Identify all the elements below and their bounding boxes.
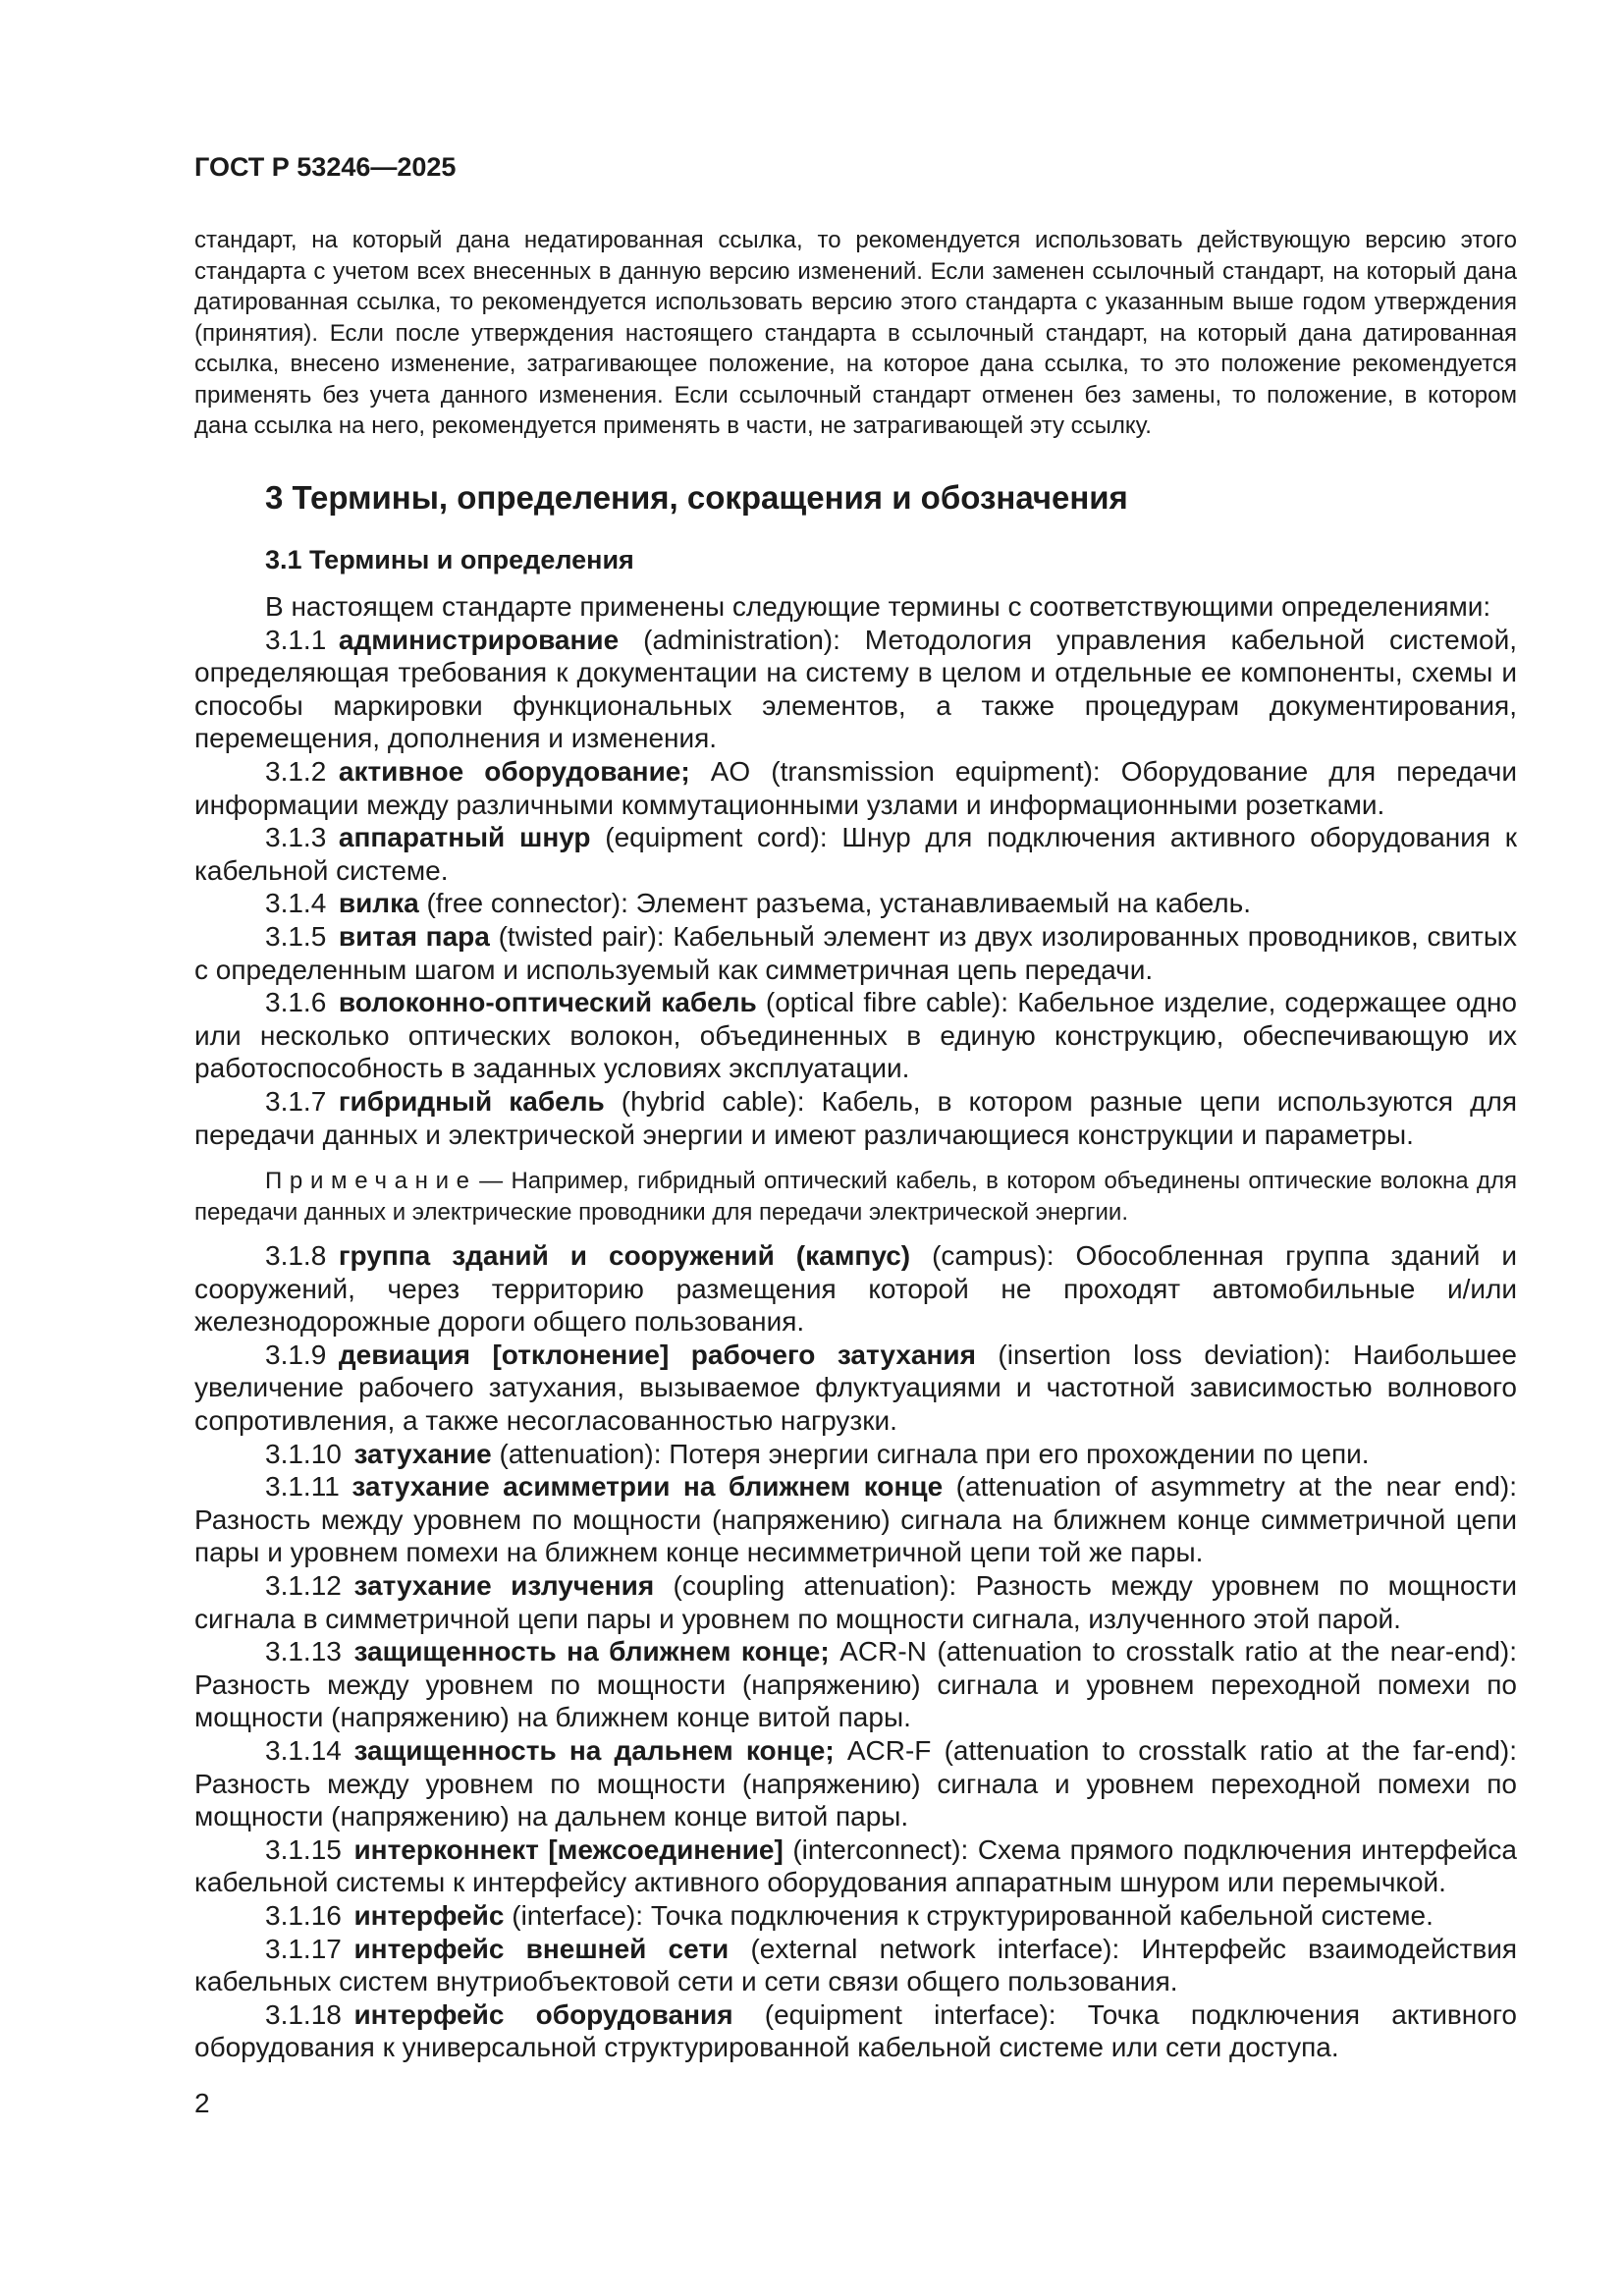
term-name: интерфейс внешней сети [353, 1933, 730, 1964]
term-number: 3.1.5 [265, 920, 327, 952]
term-number: 3.1.7 [265, 1085, 327, 1117]
term-number: 3.1.16 [265, 1899, 342, 1931]
term-3-1-13 [194, 1635, 1517, 1734]
term-3-1-6 [194, 986, 1517, 1085]
term-definition: (attenuation): Потеря энергии сигнала при его прохождении по цепи. [491, 1438, 1370, 1469]
term-3-1-16 [194, 1899, 1517, 1933]
note-paragraph [194, 1166, 1517, 1228]
term-name: защищенность на ближнем конце; [353, 1636, 830, 1667]
term-name: девиация [отклонение] рабочего затухания [338, 1339, 976, 1370]
term-3-1-17 [194, 1933, 1517, 1998]
term-name: группа зданий и сооружений (кампус) [338, 1240, 911, 1272]
term-3-1-14 [194, 1734, 1517, 1833]
term-name: аппаратный шнур [338, 822, 591, 853]
section-heading: 3 Термины, определения, сокращения и обозначения [265, 479, 1128, 516]
term-definition: (free connector): Элемент разъема, устанавливаемый на кабель. [418, 888, 1252, 919]
note-label: Примечание [265, 1168, 477, 1195]
term-definition: (attenuation of asymmetry at the near end): Разность между уровнем по мощности (напряжению) сигнала на ближнем конце симметричной цепи пары и уровнем помехи на ближнем конце несимметричной цепи той же пары. [194, 1471, 1518, 1568]
term-name: администрирование [338, 624, 620, 655]
term-definition: AO (transmission equipment): Оборудование для передачи информации между различными коммутационными узлами и информационными розетками. [194, 755, 1517, 820]
term-number: 3.1.6 [265, 987, 327, 1018]
term-number: 3.1.3 [265, 822, 327, 853]
term-number: 3.1.10 [265, 1438, 342, 1469]
term-3-1-9 [194, 1339, 1517, 1438]
term-number: 3.1.1 [265, 624, 327, 655]
term-name: вилка [338, 888, 419, 919]
term-number: 3.1.18 [265, 1998, 342, 2030]
term-name: затухание [353, 1438, 492, 1469]
term-3-1-18 [194, 1998, 1517, 2064]
term-definition: (equipment cord): Шнур для подключения активного оборудования к кабельной системе. [194, 822, 1518, 886]
term-definition: (external network interface): Интерфейс взаимодействия кабельных систем внутриобъектовой сети и сети связи общего пользования. [194, 1933, 1518, 1997]
term-definition: (coupling attenuation): Разность между уровнем по мощности сигнала в симметричной цепи пары и уровнем по мощности сигнала, излученного этой парой. [194, 1570, 1517, 1634]
term-definition: (interface): Точка подключения к структурированной кабельной системе. [504, 1899, 1434, 1931]
term-3-1-10 [194, 1438, 1517, 1471]
terms-list [194, 590, 1517, 2064]
term-number: 3.1.2 [265, 755, 327, 787]
term-number: 3.1.11 [265, 1471, 340, 1503]
term-number: 3.1.13 [265, 1636, 342, 1667]
intro-paragraph: стандарт, на который дана недатированная ссылка, то рекомендуется использовать действующую версию этого стандарта с учетом всех внесенных в данную версию изменений. Если заменен ссылочный стандарт, на который дана датированная ссылка, то рекомендуется использовать версию этого стандарта с указанным выше годом утверждения (принятия). Если после утверждения настоящего стандарта в ссылочный стандарт, на который дана датированная ссылка, внесено изменение, затрагивающее положение, на которое дана ссылка, то это положение рекомендуется применять без учета данного изменения. Если ссылочный стандарт отменен без замены, то положение, в котором дана ссылка на него, рекомендуется применять в части, не затрагивающей эту ссылку. [194, 227, 1517, 439]
term-3-1-5 [194, 920, 1517, 986]
term-definition: ACR-N (attenuation to crosstalk ratio at the near-end): Разность между уровнем по мощности (напряжению) сигнала и уровнем переходной помехи по мощности (напряжению) на ближнем конце витой пары. [194, 1636, 1517, 1733]
term-name: затухание излучения [353, 1570, 655, 1602]
term-3-1-12 [194, 1569, 1517, 1635]
term-3-1-1 [194, 624, 1517, 755]
term-definition: (interconnect): Схема прямого подключения интерфейса кабельной системы к интерфейсу активного оборудования аппаратным шнуром или перемычкой. [194, 1833, 1517, 1898]
term-name: интерфейс оборудования [353, 1998, 733, 2030]
term-number: 3.1.14 [265, 1735, 342, 1766]
term-3-1-8 [194, 1239, 1517, 1339]
lead-paragraph: В настоящем стандарте применены следующие термины с соответствующими определениями: [265, 591, 1491, 622]
term-definition: (insertion loss deviation): Наибольшее увеличение рабочего затухания, вызываемое флуктуациями и частотной зависимостью волнового сопротивления, а также несогласованностью нагрузки. [194, 1339, 1517, 1437]
term-name: витая пара [338, 920, 490, 952]
term-definition: (campus): Обособленная группа зданий и сооружений, через территорию размещения которой не проходят автомобильные и/или железнодорожные дороги общего пользования. [194, 1240, 1517, 1338]
term-number: 3.1.17 [265, 1933, 342, 1964]
term-3-1-7 [194, 1085, 1517, 1151]
term-definition: ACR-F (attenuation to crosstalk ratio at the far-end): Разность между уровнем по мощности (напряжению) сигнала и уровнем переходной помехи по мощности (напряжению) на дальнем конце витой пары. [194, 1735, 1517, 1832]
page-number: 2 [194, 2088, 210, 2118]
term-definition: (administration): Методология управления кабельной системой, определяющая требования к документации на систему в целом и отдельные ее компоненты, схемы и способы маркировки функциональных элементов, а также процедурам документирования, перемещения, дополнения и изменения. [194, 624, 1517, 754]
term-number: 3.1.15 [265, 1833, 342, 1865]
term-number: 3.1.8 [265, 1240, 327, 1272]
term-name: активное оборудование; [338, 755, 690, 787]
term-definition: (equipment interface): Точка подключения активного оборудования к универсальной структурированной кабельной системе или сети доступа. [194, 1998, 1517, 2063]
document-header: ГОСТ Р 53246—2025 [194, 152, 457, 182]
subsection-heading: 3.1 Термины и определения [265, 545, 634, 574]
term-number: 3.1.9 [265, 1339, 327, 1370]
term-number: 3.1.4 [265, 888, 327, 919]
term-3-1-11 [194, 1470, 1517, 1569]
term-definition: (hybrid cable): Кабель, в котором разные цепи используются для передачи данных и электрической энергии и имеют различающиеся конструкции и параметры. [194, 1085, 1517, 1150]
term-3-1-4 [194, 887, 1517, 920]
term-3-1-15 [194, 1833, 1517, 1899]
term-name: гибридный кабель [338, 1085, 605, 1117]
term-name: затухание асимметрии на ближнем конце [352, 1471, 944, 1503]
term-3-1-2 [194, 755, 1517, 821]
term-3-1-3 [194, 821, 1517, 887]
term-name: защищенность на дальнем конце; [353, 1735, 835, 1766]
term-definition: (optical fibre cable): Кабельное изделие, содержащее одно или несколько оптических волокон, объединенных в единую конструкцию, обеспечивающую их работоспособность в заданных условиях эксплуатации. [194, 987, 1517, 1084]
term-number: 3.1.12 [265, 1570, 342, 1602]
term-name: интерконнект [межсоединение] [353, 1833, 784, 1865]
note-text: — Например, гибридный оптический кабель, в котором объединены оптические волокна для передачи данных и электрические проводники для передачи электрической энергии. [194, 1168, 1517, 1226]
term-name: волоконно-оптический кабель [338, 987, 757, 1018]
term-definition: (twisted pair): Кабельный элемент из двух изолированных проводников, свитых с определенным шагом и используемый как симметричная цепь передачи. [194, 920, 1517, 985]
term-name: интерфейс [353, 1899, 505, 1931]
